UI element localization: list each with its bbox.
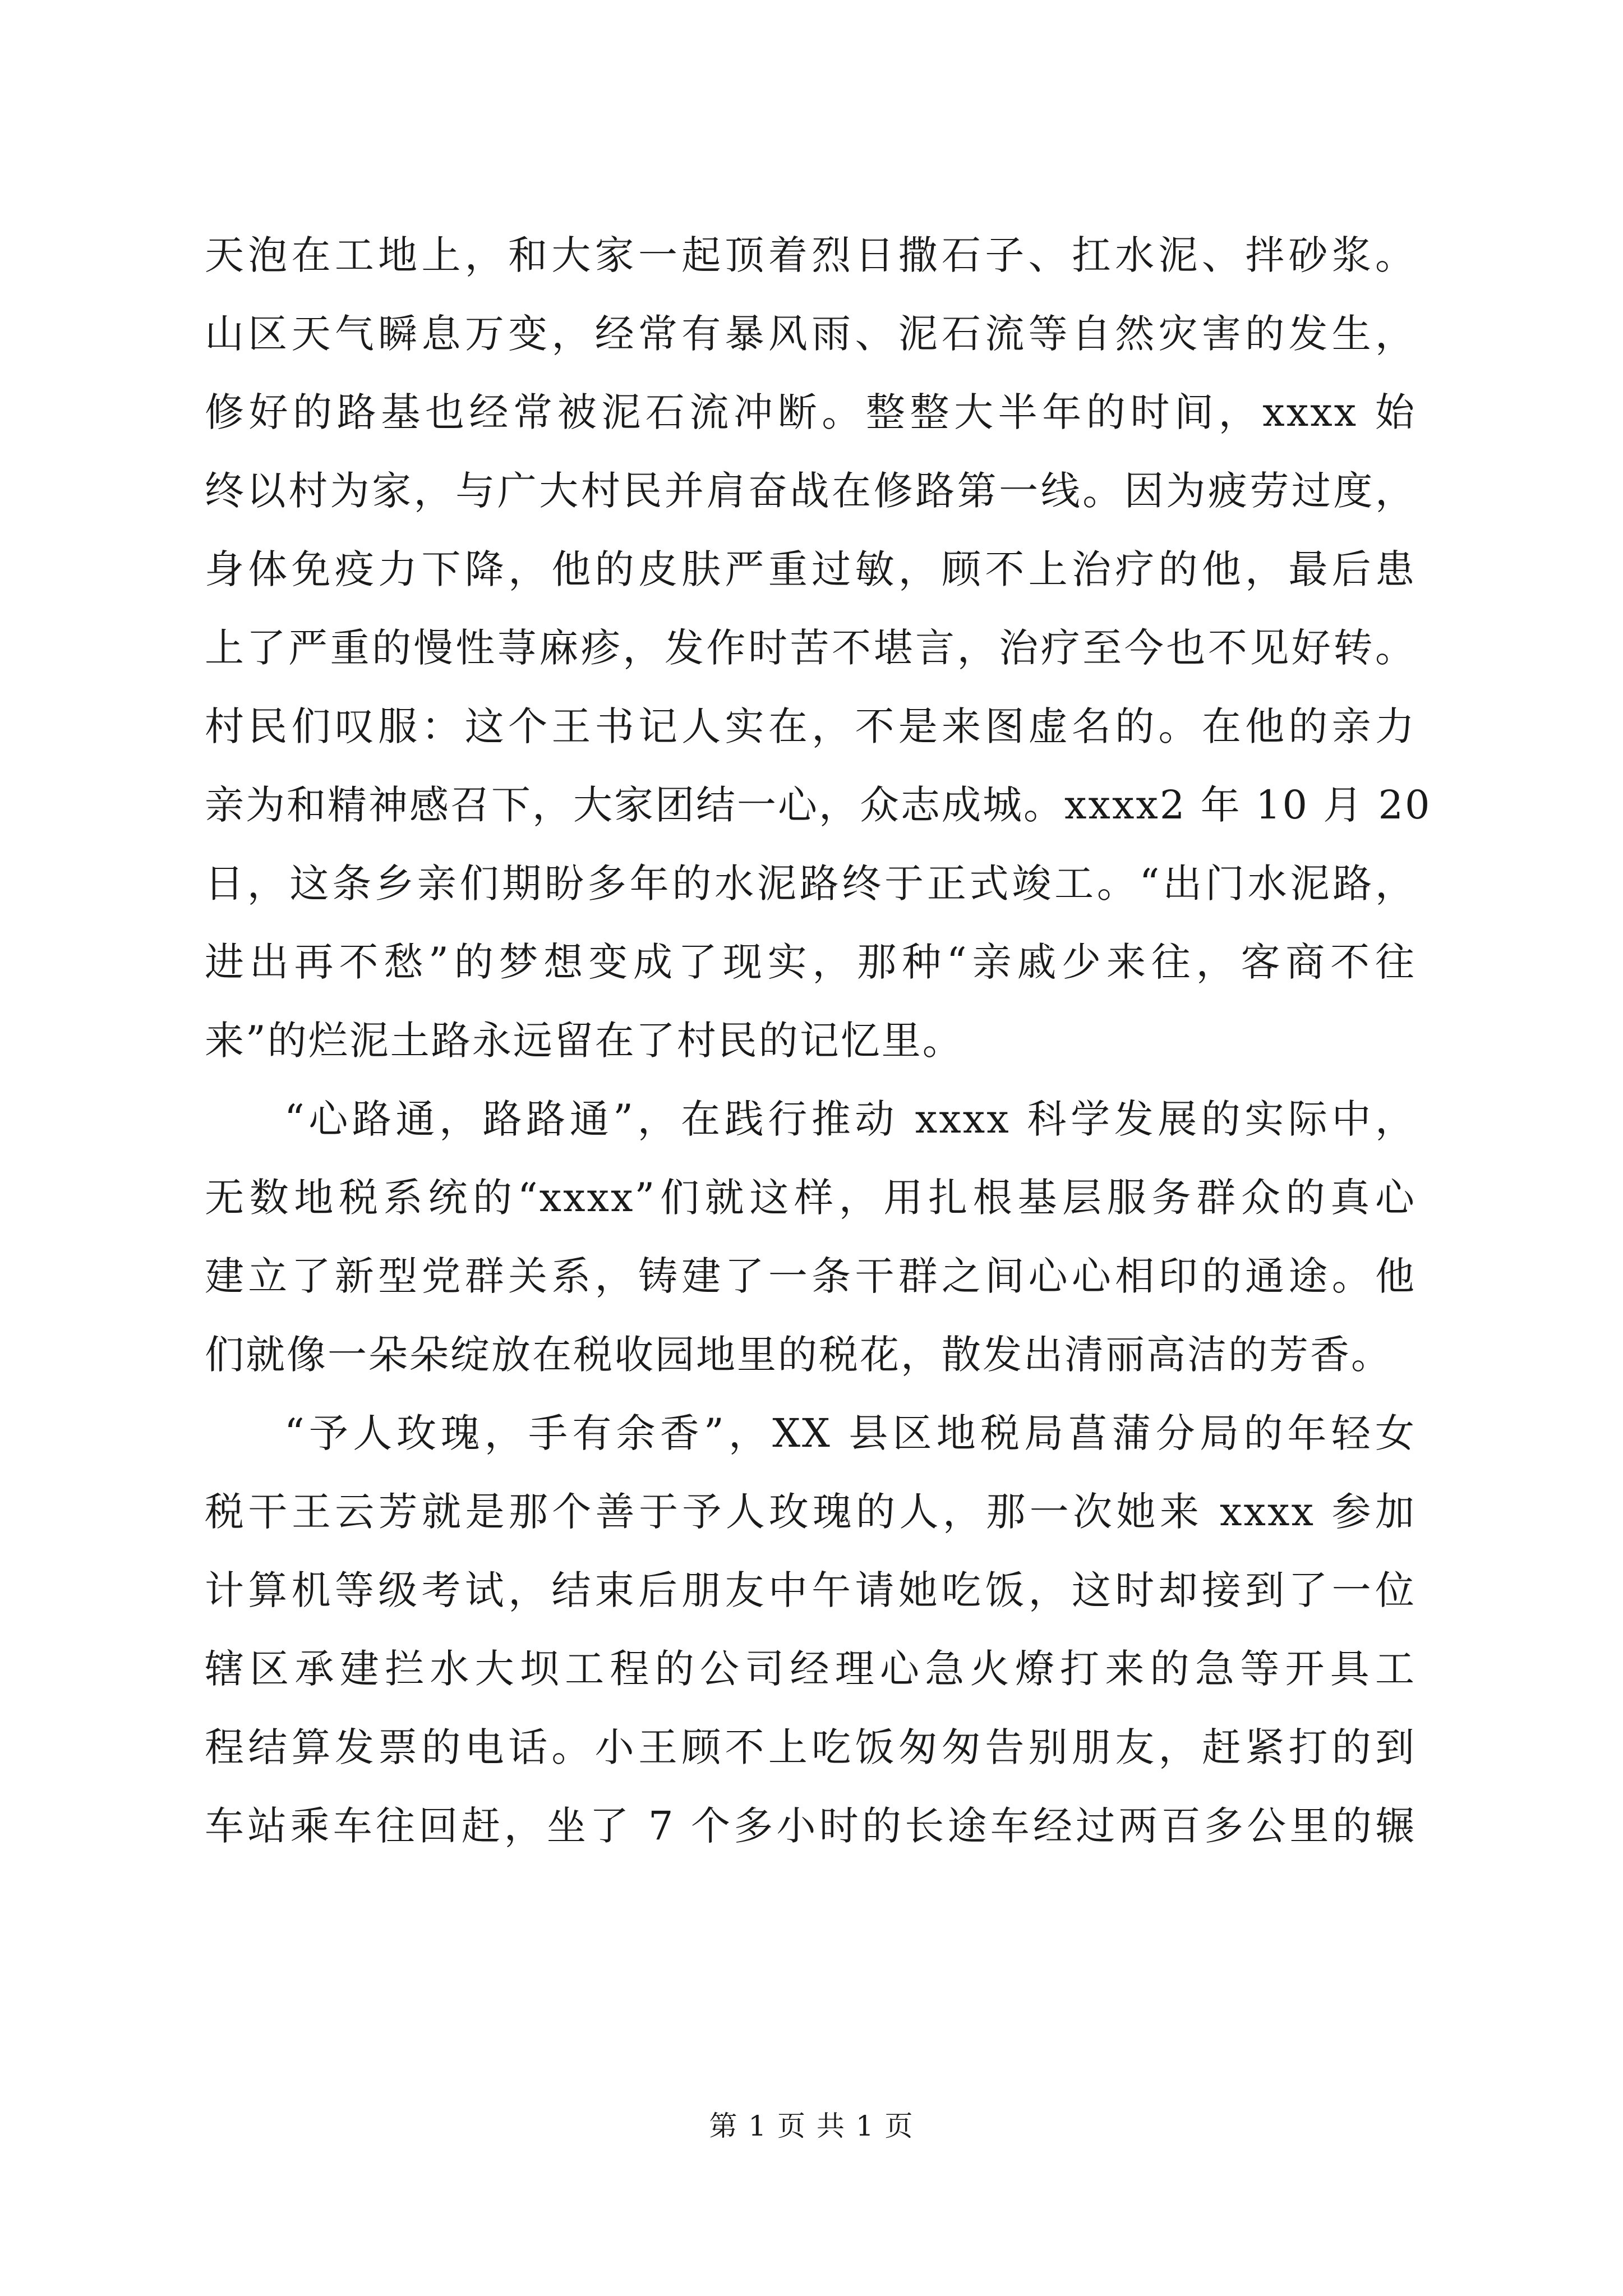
text-line: 们就像一朵朵绽放在税收园地里的税花，散发出清丽高洁的芳香。 [205,1332,1392,1378]
text-line: 日，这条乡亲们期盼多年的水泥路终于正式竣工。“出门水泥路， [205,861,1416,907]
text-line: 山区天气瞬息万变，经常有暴风雨、泥石流等自然灾害的发生， [205,311,1416,357]
text-line: 村民们叹服：这个王书记人实在，不是来图虚名的。在他的亲力 [205,703,1416,749]
text-line: 亲为和精神感召下，大家团结一心，众志成城。xxxx2 年 10 月 20 [205,782,1432,828]
text-line: 上了严重的慢性荨麻疹，发作时苦不堪言，治疗至今也不见好转。 [205,625,1416,671]
page-number-label: 第 1 页 共 1 页 [709,2110,914,2142]
text-line: 建立了新型党群关系，铸建了一条干群之间心心相印的通途。他 [205,1253,1416,1299]
text-line: 天泡在工地上，和大家一起顶着烈日撒石子、扛水泥、拌砂浆。 [205,232,1416,278]
text-line: 修好的路基也经常被泥石流冲断。整整大半年的时间，xxxx 始 [205,389,1416,435]
text-line: 程结算发票的电话。小王顾不上吃饭匆匆告别朋友，赶紧打的到 [205,1724,1416,1770]
text-line: 身体免疫力下降，他的皮肤严重过敏，顾不上治疗的他，最后患 [205,546,1416,592]
text-line: 税干王云芳就是那个善于予人玫瑰的人，那一次她来 xxxx 参加 [205,1489,1416,1535]
text-line: “予人玫瑰，手有余香”，XX 县区地税局菖蒲分局的年轻女 [284,1410,1416,1456]
text-line: 车站乘车往回赶，坐了 7 个多小时的长途车经过两百多公里的辗 [205,1803,1416,1849]
text-line: 无数地税系统的“xxxx”们就这样，用扎根基层服务群众的真心 [205,1175,1416,1221]
text-line: 计算机等级考试，结束后朋友中午请她吃饭，这时却接到了一位 [205,1567,1416,1613]
text-line: 辖区承建拦水大坝工程的公司经理心急火燎打来的急等开具工 [205,1646,1416,1692]
document-body [205,216,1432,1865]
text-line: “心路通，路路通”，在践行推动 xxxx 科学发展的实际中， [284,1096,1416,1142]
text-line: 来”的烂泥土路永远留在了村民的记忆里。 [205,1018,963,1064]
text-line: 终以村为家，与广大村民并肩奋战在修路第一线。因为疲劳过度， [205,468,1416,514]
page-footer [0,2109,1623,2143]
text-line: 进出再不愁”的梦想变成了现实，那种“亲戚少来往，客商不往 [205,939,1416,985]
